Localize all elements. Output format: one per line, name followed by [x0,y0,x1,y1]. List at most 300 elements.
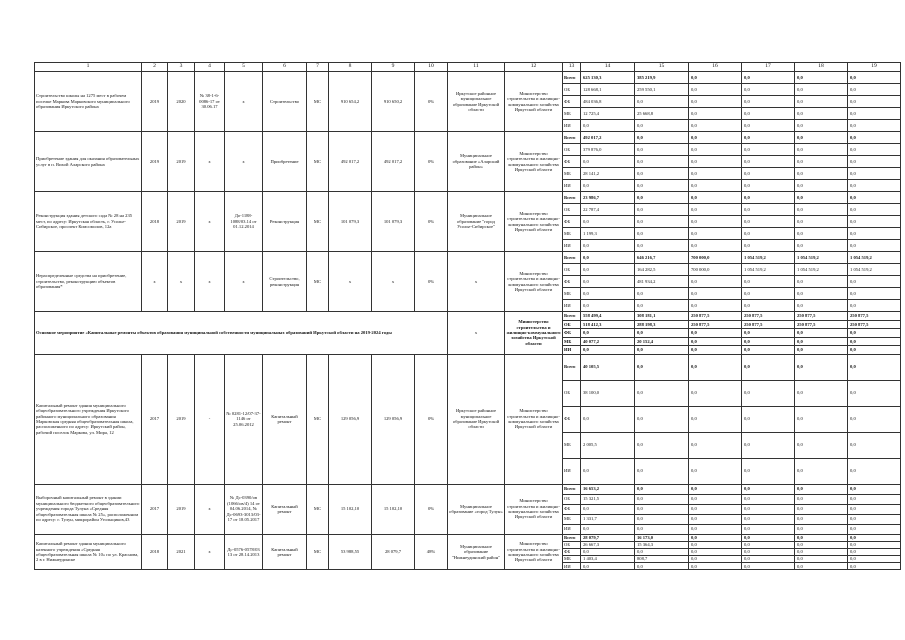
table-cell: 15 102,10 [372,484,415,534]
amount-cell: 0,0 [742,156,795,168]
amount-cell: 0,0 [689,432,742,458]
funding-source: Всего [563,132,581,144]
amount-cell: 0,0 [742,276,795,288]
table-row [35,312,901,321]
amount-cell: 0,0 [742,96,795,108]
amount-cell: 0,0 [689,329,742,338]
amount-cell: 0,0 [689,548,742,555]
object-name: Строительство школы на 1275 мест в рабочем поселке Маркова Марковского муниципального образования Иркутского района [35,72,142,132]
amount-cell: 0,0 [635,144,689,156]
table-cell: 2019 [168,484,195,534]
amount-cell: 0,0 [742,204,795,216]
table-cell: Министерство строительства и жилищно-коммунального хозяйства Иркутской области [505,72,563,132]
amount-cell: 28 141,2 [581,168,635,180]
funding-source: ОБ [563,380,581,406]
table-body [35,63,901,570]
amount-cell: 0,0 [689,192,742,204]
amount-cell: 40 105,5 [581,354,635,380]
amount-cell: 492 017,2 [581,132,635,144]
column-header: 4 [195,63,225,72]
table-cell: 53 988,55 [329,534,372,570]
amount-cell: 0,0 [795,354,848,380]
table-cell: 0% [415,354,448,484]
amount-cell: 0,0 [848,534,901,541]
amount-cell: 0,0 [689,300,742,312]
table-cell: 910 650,2 [372,72,415,132]
amount-cell: 0,0 [742,504,795,514]
table-cell: Строительство [263,72,307,132]
amount-cell: 0,0 [742,72,795,84]
amount-cell: 0,0 [689,337,742,346]
column-header: 9 [372,63,415,72]
table-cell: х [195,534,225,570]
table-cell: Муниципальное образование "город Усолье-Сибирское" [448,192,505,252]
amount-cell: 0,0 [742,432,795,458]
amount-cell: 0,0 [848,337,901,346]
amount-cell: 0,0 [742,458,795,484]
table-row [35,252,901,264]
amount-cell: 0,0 [848,72,901,84]
amount-cell: 0,0 [742,354,795,380]
table-cell: До-1188-1088/03.14 от 01.12.2014 [225,192,263,252]
amount-cell: 0,0 [581,216,635,228]
amount-cell: 0,0 [581,524,635,534]
table-cell: 0% [415,72,448,132]
amount-cell: 16 653,2 [581,484,635,494]
amount-cell: 0,0 [848,156,901,168]
amount-cell: 0,0 [795,514,848,524]
table-cell: Реконструкция [263,192,307,252]
funding-source: ОБ [563,494,581,504]
funding-source: ОБ [563,541,581,548]
amount-cell: 0,0 [848,484,901,494]
amount-cell: 0,0 [848,524,901,534]
amount-cell: 0,0 [689,504,742,514]
amount-cell: 250 877,5 [742,320,795,329]
amount-cell: 0,0 [635,329,689,338]
table-cell: 0% [415,132,448,192]
funding-source: ИИ [563,120,581,132]
table-cell: 101 079,3 [329,192,372,252]
table-cell: 2019 [168,132,195,192]
amount-cell: 0,0 [635,346,689,355]
amount-cell: 0,0 [689,84,742,96]
amount-cell: 0,0 [795,337,848,346]
table-cell: Министерство строительства и жилищно-коммунального хозяйства Иркутской области [505,354,563,484]
amount-cell: 288 198,3 [635,320,689,329]
amount-cell: 1 403,4 [581,556,635,563]
amount-cell: 26 667,3 [581,541,635,548]
funding-source: МБ [563,337,581,346]
table-cell: 2018 [142,192,168,252]
amount-cell: 0,0 [689,180,742,192]
table-cell: 2019 [168,354,195,484]
amount-cell: 0,0 [795,120,848,132]
amount-cell: 0,0 [742,216,795,228]
amount-cell: 0,0 [795,484,848,494]
amount-cell: 646 216,7 [635,252,689,264]
amount-cell: 0,0 [689,228,742,240]
amount-cell: 0,0 [689,108,742,120]
amount-cell: 250 877,5 [795,320,848,329]
amount-cell: 481 934,2 [635,276,689,288]
amount-cell: 0,0 [635,548,689,555]
amount-cell: 0,0 [795,180,848,192]
amount-cell: 0,0 [848,120,901,132]
amount-cell: 0,0 [689,346,742,355]
amount-cell: 0,0 [742,84,795,96]
amount-cell: 0,0 [689,541,742,548]
amount-cell: 0,0 [795,541,848,548]
amount-cell: 0,0 [581,300,635,312]
object-name: Капитальный ремонт здания муниципального общеобразовательного учреждения Иркутского районного муниципального образования Марковская средняя общеобразовательная школа, расположенного по адресу: Иркутский район, рабочий поселок Маркова, ул. Мира, 12 [35,354,142,484]
amount-cell: 0,0 [795,504,848,514]
amount-cell: 0,0 [689,380,742,406]
table-cell: МС [307,132,329,192]
table-cell: Муниципальное образование «город Тулун» [448,484,505,534]
funding-source: ИИ [563,300,581,312]
amount-cell: 0,0 [848,216,901,228]
funding-source: ФБ [563,156,581,168]
amount-cell: 0,0 [795,300,848,312]
amount-cell: 0,0 [848,346,901,355]
amount-cell: 0,0 [742,192,795,204]
funding-source: Всего [563,484,581,494]
amount-cell: 0,0 [581,504,635,514]
amount-cell: 0,0 [795,108,848,120]
table-cell: Капитальный ремонт [263,534,307,570]
amount-cell: 250 877,5 [689,320,742,329]
amount-cell: 0,0 [795,84,848,96]
amount-cell: 0,0 [742,120,795,132]
amount-cell: 0,0 [795,548,848,555]
amount-cell: 0,0 [581,329,635,338]
column-header: 10 [415,63,448,72]
amount-cell: 0,0 [848,563,901,570]
table-row [35,192,901,204]
column-header: 17 [742,63,795,72]
amount-cell: 0,0 [848,514,901,524]
funding-source: Всего [563,192,581,204]
table-row [35,72,901,84]
amount-cell: 0,0 [795,72,848,84]
funding-source: ФБ [563,329,581,338]
column-header: 18 [795,63,848,72]
amount-cell: 0,0 [689,132,742,144]
table-cell: 15 102,10 [329,484,372,534]
table-cell: х [195,484,225,534]
amount-cell: 379 876,0 [581,144,635,156]
amount-cell: 0,0 [689,556,742,563]
amount-cell: 250 877,5 [742,312,795,321]
amount-cell: 0,0 [848,300,901,312]
funding-source: ИИ [563,524,581,534]
table-cell: 2017 [142,354,168,484]
column-header: 3 [168,63,195,72]
column-header: 6 [263,63,307,72]
table-cell: МС [307,484,329,534]
table-cell: Приобретение [263,132,307,192]
funding-source: ФБ [563,96,581,108]
amount-cell: 308 181,1 [635,312,689,321]
amount-cell: 0,0 [635,300,689,312]
amount-cell: 0,0 [581,346,635,355]
amount-cell: 0,0 [848,228,901,240]
amount-cell: 0,0 [795,556,848,563]
amount-cell: 0,0 [635,240,689,252]
amount-cell: 1 054 519,2 [848,252,901,264]
amount-cell: 1 054 519,2 [795,252,848,264]
amount-cell: 1 199,3 [581,228,635,240]
amount-cell: 0,0 [795,563,848,570]
table-cell: х [448,252,505,312]
amount-cell: 700 000,0 [689,264,742,276]
amount-cell: 518 412,3 [581,320,635,329]
amount-cell: 0,0 [795,204,848,216]
amount-cell: 0,0 [795,132,848,144]
table-cell: 2019 [168,192,195,252]
table-cell: № 38-1-6-0086-17 от 30.06.17 [195,72,225,132]
amount-cell: 0,0 [848,354,901,380]
table-cell: МС [307,354,329,484]
amount-cell: 0,0 [635,504,689,514]
table-cell: 0% [415,252,448,312]
amount-cell: 0,0 [795,458,848,484]
table-cell: Капитальный ремонт [263,354,307,484]
table-cell: 0% [415,192,448,252]
amount-cell: 0,0 [689,458,742,484]
amount-cell: 0,0 [689,276,742,288]
amount-cell: 0,0 [742,534,795,541]
table-cell: Муниципальное образование «Аларский район» [448,132,505,192]
column-header: 16 [689,63,742,72]
amount-cell: 0,0 [795,96,848,108]
amount-cell: 0,0 [848,406,901,432]
amount-cell: 625 130,3 [581,72,635,84]
amount-cell: 0,0 [581,548,635,555]
amount-cell: 0,0 [581,180,635,192]
amount-cell: 28 079,7 [581,534,635,541]
amount-cell: 0,0 [742,108,795,120]
amount-cell: 0,0 [689,406,742,432]
amount-cell: 0,0 [635,192,689,204]
amount-cell: 0,0 [795,156,848,168]
amount-cell: 0,0 [635,228,689,240]
funding-source: МБ [563,168,581,180]
amount-cell: 0,0 [689,563,742,570]
column-header: 14 [581,63,635,72]
funding-source: Всего [563,252,581,264]
table-cell: № 0281-12/07-37-1146 от 25.06.2012 [225,354,263,484]
amount-cell: 0,0 [742,240,795,252]
table-cell: х [372,252,415,312]
table-cell: х [142,252,168,312]
amount-cell: 0,0 [795,216,848,228]
amount-cell: 0,0 [848,494,901,504]
amount-cell: 0,0 [742,168,795,180]
amount-cell: 0,0 [635,204,689,216]
amount-cell: 164 282,5 [635,264,689,276]
funding-source: ОБ [563,264,581,276]
amount-cell: 0,0 [689,524,742,534]
amount-cell: 0,0 [635,484,689,494]
amount-cell: 0,0 [795,406,848,432]
table-cell: Министерство строительства и жилищно-коммунального хозяйства Иркутской области [505,132,563,192]
amount-cell: 128 668,1 [581,84,635,96]
amount-cell: 0,0 [635,180,689,192]
object-name: Капитальный ремонт здания муниципального казенного учреждения «Средняя общеобразовательная школа № 10» по ул. Краснова, 2 в г. Нижнеудинске [35,534,142,570]
table-cell: Муниципальное образование "Нижнеудинский район" [448,534,505,570]
object-name: Реконструкция здания детского сада № 28 на 235 мест, по адресу: Иркутская область, г. Усолье-Сибирское, проспект Комсомолов, 12а [35,192,142,252]
amount-cell: 1 054 519,2 [742,252,795,264]
amount-cell: 25 668,8 [635,108,689,120]
amount-cell: 0,0 [795,524,848,534]
funding-source: МБ [563,556,581,563]
amount-cell: 0,0 [581,156,635,168]
amount-cell: 700 000,0 [689,252,742,264]
amount-cell: 0,0 [742,337,795,346]
amount-cell: 0,0 [742,484,795,494]
column-header: 1 [35,63,142,72]
amount-cell: 0,0 [848,556,901,563]
table-cell: 2019 [142,132,168,192]
amount-cell: 0,0 [848,144,901,156]
table-cell: х [448,312,505,355]
amount-cell: 0,0 [742,494,795,504]
object-name: Приобретение здания для оказания образовательных услуг в п. Вихой Аларского района [35,132,142,192]
table-cell: 492 017,2 [372,132,415,192]
amount-cell: 0,0 [795,346,848,355]
amount-cell: 0,0 [689,494,742,504]
funding-source: МБ [563,108,581,120]
table-cell: х [168,252,195,312]
amount-cell: 0,0 [581,240,635,252]
amount-cell: 385 219,9 [635,72,689,84]
amount-cell: 0,0 [742,144,795,156]
table-cell: 2017 [142,484,168,534]
amount-cell: 0,0 [635,288,689,300]
funding-source: МБ [563,514,581,524]
amount-cell: 0,0 [581,276,635,288]
amount-cell: 0,0 [581,120,635,132]
table-cell: Министерство строительства и жилищно-коммунального хозяйства Иркутской области [505,534,563,570]
amount-cell: 0,0 [581,252,635,264]
amount-cell: 23 986,7 [581,192,635,204]
amount-cell: 0,0 [742,329,795,338]
amount-cell: 0,0 [848,548,901,555]
amount-cell: 0,0 [848,432,901,458]
amount-cell: 0,0 [689,354,742,380]
object-name: Выборочный капитальный ремонт в здании муниципального бюджетного общеобразовательного учреждения города Тулуна «Средняя общеобразовательная школа № 25», расположенном по адресу: г. Тулун, микрорайон Угольщиков,43 [35,484,142,534]
table-cell: х [195,252,225,312]
amount-cell: 0,0 [742,228,795,240]
amount-cell: 0,0 [848,204,901,216]
budget-table [34,62,901,570]
amount-cell: 808,7 [635,556,689,563]
table-cell: х [195,132,225,192]
amount-cell: 40 077,2 [581,337,635,346]
amount-cell: 0,0 [581,288,635,300]
amount-cell: 0,0 [848,458,901,484]
amount-cell: 0,0 [795,168,848,180]
amount-cell: 0,0 [848,96,901,108]
funding-source: ФБ [563,276,581,288]
column-header: 19 [848,63,901,72]
amount-cell: 0,0 [635,354,689,380]
funding-source: ФБ [563,548,581,555]
table-cell: 129 056,9 [329,354,372,484]
amount-cell: 0,0 [848,84,901,96]
column-header: 2 [142,63,168,72]
amount-cell: 0,0 [635,168,689,180]
amount-cell: 0,0 [742,288,795,300]
amount-cell: 0,0 [581,458,635,484]
amount-cell: 2 005,5 [581,432,635,458]
funding-source: ФБ [563,216,581,228]
amount-cell: 0,0 [689,216,742,228]
funding-source: ИИ [563,563,581,570]
amount-cell: 0,0 [848,541,901,548]
table-cell: 910 654,2 [329,72,372,132]
column-header: 11 [448,63,505,72]
amount-cell: 0,0 [689,240,742,252]
table-cell: 101 079,3 [372,192,415,252]
funding-source: ОБ [563,320,581,329]
amount-cell: 12 725,4 [581,108,635,120]
amount-cell: 0,0 [635,132,689,144]
table-cell: 129 056,9 [372,354,415,484]
amount-cell: 0,0 [795,288,848,300]
funding-source: МБ [563,228,581,240]
amount-cell: 0,0 [795,329,848,338]
funding-source: Всего [563,72,581,84]
column-header: 13 [563,63,581,72]
amount-cell: 0,0 [635,120,689,132]
amount-cell: 0,0 [848,329,901,338]
amount-cell: 0,0 [689,168,742,180]
amount-cell: 0,0 [581,406,635,432]
amount-cell: 15 321,5 [581,494,635,504]
funding-source: МБ [563,432,581,458]
funding-source: ИИ [563,346,581,355]
amount-cell: 0,0 [795,144,848,156]
amount-cell: 0,0 [795,192,848,204]
amount-cell: 0,0 [795,276,848,288]
amount-cell: 0,0 [581,264,635,276]
amount-cell: 250 877,5 [848,312,901,321]
column-header: 5 [225,63,263,72]
amount-cell: 0,0 [635,432,689,458]
amount-cell: 0,0 [848,380,901,406]
table-cell: х [225,132,263,192]
table-cell: 48% [415,534,448,570]
amount-cell: 0,0 [848,504,901,514]
table-cell: МС [307,192,329,252]
table-row [35,534,901,541]
amount-cell: 259 550,1 [635,84,689,96]
funding-source: ФБ [563,504,581,514]
table-cell: 2020 [168,72,195,132]
amount-cell: 0,0 [742,300,795,312]
table-cell: - [195,354,225,484]
amount-cell: 0,0 [742,548,795,555]
amount-cell: 15 364,3 [635,541,689,548]
amount-cell: 0,0 [848,168,901,180]
table-row [35,484,901,494]
amount-cell: 0,0 [689,144,742,156]
header-row [35,63,901,72]
amount-cell: 0,0 [742,132,795,144]
